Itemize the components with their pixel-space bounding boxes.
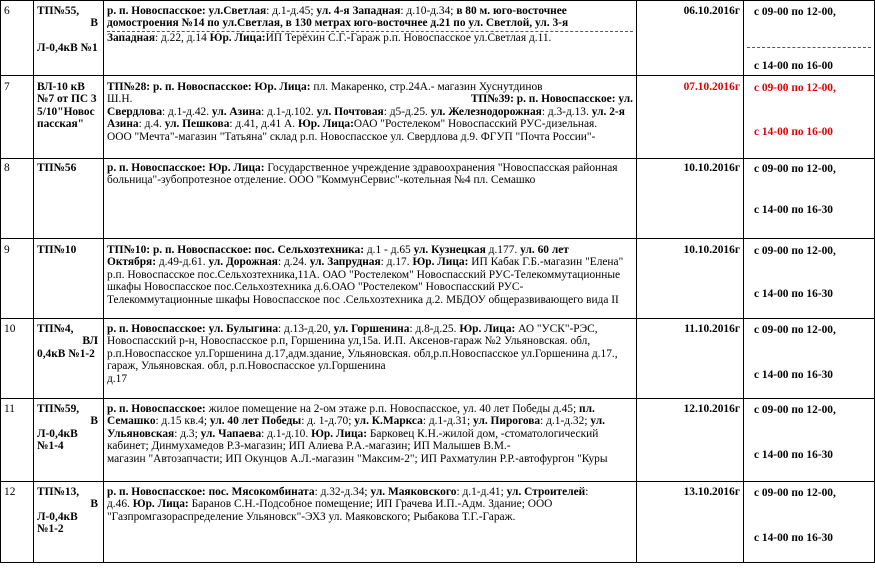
address-text: ул. Кузнецкая	[413, 244, 486, 256]
address-text: магазин "Автозапчасти; ИП Окунцов А.Л.-магазин "Максим-2"; ИП Рахматулин Р.Р.-автофургон "Куры	[107, 452, 608, 465]
address-text: : д.15 кв.4;	[155, 415, 208, 428]
address-text: ООО "Мечта"-магазин "Татьяна" склад р.п. Новоспасское ул. Свердлова д.9. ФГУП "Почта России"-	[107, 130, 596, 143]
date-cell: 06.10.2016г	[637, 1, 744, 76]
substation-name-cont: В	[90, 498, 98, 511]
address-cell	[104, 159, 637, 239]
address-text: домостроения №14 по ул.Светлая, в 130 метрах юго-восточнее д.21 по ул. Светлой, ул. 3-я	[107, 17, 569, 30]
address-text: ул. Азина	[211, 105, 262, 118]
address-text: : д5-д.25.	[383, 105, 428, 118]
table-row	[1, 482, 875, 563]
address-text: д.49-д.61.	[158, 256, 206, 269]
address-text: ул. 2-я	[591, 105, 625, 118]
address-text: р. п. Новоспасское: ул.Светлая	[107, 5, 267, 17]
time-morning: с 09-00 по 12-00,	[754, 404, 836, 416]
address-text: : д.32-д.34;	[314, 486, 368, 498]
address-text: Ш.Н.	[107, 93, 133, 106]
address-text: Юр. Лица:	[132, 498, 189, 511]
address-text: Свердлова	[107, 105, 163, 118]
address-text: пл.	[579, 403, 595, 415]
address-text: : д.1-д.102.	[261, 105, 314, 118]
address-text: ТП№28:	[107, 81, 151, 93]
address-text: д.177.	[488, 244, 518, 256]
address-text: ул. Железнодорожная	[430, 105, 542, 118]
time-cell	[744, 482, 875, 563]
address-cell	[104, 1, 637, 76]
address-text: Телекоммутационные шкафы Новоспасское пос .Сельхозтехника д.2. МБДОУ общеразвивающего вида II	[107, 293, 619, 306]
address-text: ул. К.Маркса	[354, 415, 423, 428]
address-text: : д.4.	[138, 118, 162, 131]
address-text: Азина	[107, 118, 139, 131]
feeder-name: Л-0,4кВ №1-2	[37, 510, 78, 536]
date-cell: 13.10.2016г	[637, 482, 744, 563]
address-text: : д.3-д.13.	[541, 105, 589, 118]
address-text: ул. Маяковского	[370, 486, 457, 498]
address-text: : д.13-д.20,	[278, 323, 331, 335]
address-text: Западная	[107, 31, 155, 44]
date-cell: 07.10.2016г	[637, 76, 744, 159]
address-text: : д.1-д.10.	[261, 427, 309, 440]
address-text: Юр. Лица:	[459, 323, 516, 335]
address-text: Барковец К.Н.-жилой дом, -стоматологический	[369, 427, 599, 440]
row-number: 7	[1, 76, 34, 159]
address-text: в 80 м. юго-восточнее	[456, 5, 567, 17]
address-text: : д.8-д.25.	[409, 323, 457, 335]
address-text: : д.24.	[277, 256, 307, 269]
address-text: пл. Макаренко, стр.24А.- магазин Хуснутдинов	[313, 81, 543, 93]
address-text: : д.1-д.42.	[162, 105, 210, 118]
address-text: р.п.Новоспасское ул.Горшенина д.17,адм.здание, Ульяновская. обл,р.п.Новоспасское ул.Горшенина д.17.,	[107, 347, 618, 360]
address-cell	[104, 319, 637, 399]
address-text: ТП№10:	[107, 244, 151, 256]
date-cell: 12.10.2016г	[637, 399, 744, 482]
table-row	[1, 1, 875, 76]
time-morning: с 09-00 по 12-00,	[754, 245, 836, 257]
substation-name: ТП№13,	[37, 486, 80, 498]
substation-cell: ТП№10	[34, 239, 104, 319]
date-cell: 10.10.2016г	[637, 239, 744, 319]
address-text: : д.1-д.32;	[540, 415, 588, 428]
address-text: : д.41, д.41 А.	[229, 118, 296, 131]
table-row	[1, 319, 875, 399]
row-number: 8	[1, 159, 34, 239]
time-afternoon: с 14-00 по 16-30	[754, 532, 834, 544]
address-text: ул. Почтовая	[316, 105, 384, 118]
address-text: ул. 40 лет Победы	[209, 415, 302, 428]
time-cell	[744, 399, 875, 482]
table-row	[1, 399, 875, 482]
address-text: : д.22, д.14	[155, 31, 207, 44]
row-number: 10	[1, 319, 34, 399]
substation-cell	[34, 319, 104, 399]
time-cell	[744, 1, 875, 76]
address-text: р. п. Новоспасское:	[107, 403, 206, 415]
substation-name: ТП№4,	[37, 323, 74, 335]
address-text: Государственное учреждение здравоохранения "Новоспасская районная	[267, 162, 618, 174]
address-text: ул. Булыгина	[208, 323, 279, 335]
address-text: ул. Пешкова	[164, 118, 230, 131]
address-text: ИП Терёхин С.Г.-Гараж р.п. Новоспасское ул.Светлая д.11.	[265, 31, 552, 44]
time-afternoon: с 14-00 по 16-30	[754, 449, 834, 461]
address-text: р. п. Новоспасское:	[107, 323, 206, 335]
address-text: ИП Кабак Г.Б.-магазин "Елена"	[471, 256, 624, 269]
substation-name: ТП№55,	[37, 5, 80, 17]
table-row	[1, 159, 875, 239]
address-text: ул. Запрудная	[309, 256, 381, 269]
address-text: ул. 60 лет	[520, 244, 569, 256]
address-cell	[104, 239, 637, 319]
substation-name-cont: В	[90, 17, 98, 30]
address-text: Юр. Лица:	[311, 427, 368, 440]
address-text: ул. Чапаева	[200, 427, 262, 440]
time-cell	[744, 239, 875, 319]
address-text: ул. Горшенина	[333, 323, 410, 335]
address-text: : д.1-д.45;	[266, 5, 314, 17]
address-text: ОАО "Ростелеком" Новоспасский РУС-дизельная.	[353, 118, 598, 131]
address-text: : д. 1-д.70;	[301, 415, 352, 428]
address-text: больница"-зубопротезное отделение. ООО "КоммунСервис"-котельная №4 пл. Семашко	[107, 174, 536, 187]
address-text: : д.10-д.34;	[400, 5, 454, 17]
substation-name-cont: В	[90, 415, 98, 428]
substation-name-cont: ВЛ	[82, 335, 98, 348]
address-text: АО "УСК"-РЭС,	[518, 323, 598, 335]
address-text: жилое помещение на 2-ом этаже р.п. Новоспасское, ул. 40 лет Победы д.45;	[208, 403, 577, 415]
address-text: р.п. Новоспасское пос.Сельхозтехника,11А. ОАО "Ростелеком" Новоспасский РУС-Телекоммутационные	[107, 268, 621, 281]
address-text: шкафы Новоспасское пос.Сельхозтехника д.6.ОАО "Ростелеком" Новоспасский РУС-	[107, 281, 524, 294]
time-cell	[744, 76, 875, 159]
feeder-name: Л-0,4кВ №1	[37, 41, 98, 54]
substation-cell	[34, 1, 104, 76]
substation-cell: ТП№56	[34, 159, 104, 239]
row-number: 6	[1, 1, 34, 76]
address-text: Ульяновская	[107, 427, 175, 440]
address-text: "Газпромгазораспределение Ульяновск"-ЭХЗ ул. Маяковского; Рыбакова Т.Г.-Гараж.	[107, 510, 516, 523]
address-text: Юр. Лица:	[208, 162, 265, 174]
address-text: р. п. Новоспасское: пос. Сельхозтехника:	[152, 244, 365, 256]
date-cell: 11.10.2016г	[637, 319, 744, 399]
time-morning: с 09-00 по 12-00,	[754, 324, 836, 336]
address-text: д.1 - д.65	[366, 244, 411, 256]
address-text: ул.	[590, 415, 605, 428]
time-morning: с 09-00 по 12-00,	[754, 163, 836, 175]
address-text: ул. Дорожная	[208, 256, 278, 269]
substation-cell: ВЛ-10 кВ №7 от ПС 35/10"Новоспасская"	[34, 76, 104, 159]
address-text: кабинет; Динмухамедов Р.З-магазин; ИП Алиева Р.А.-магазин; ИП Малышев В.М.-	[107, 440, 511, 453]
address-text: : д.1-д.31;	[422, 415, 471, 428]
time-afternoon: с 14-00 по 16-00	[747, 47, 871, 72]
address-text: Юр. Лица:	[297, 118, 354, 131]
address-text: р. п. Новоспасское:	[152, 81, 252, 93]
address-text: Юр. Лица:	[412, 256, 469, 269]
address-text: Семашко	[107, 415, 156, 428]
time-afternoon: с 14-00 по 16-00	[754, 126, 834, 138]
substation-cell	[34, 482, 104, 563]
substation-name: ТП№59,	[37, 403, 80, 415]
time-afternoon: с 14-00 по 16-30	[754, 369, 834, 381]
address-text: ул. Строителей	[506, 486, 586, 498]
address-text: гараж, Ульяновская. обл, р.п.Новоспасское ул.Горшенина	[107, 360, 386, 373]
address-text: Новоспасский р-н, Новоспасское р.п, Горшенина ул,15а. И.П. Аксенов-гараж №2 Ульяновская. обл,	[107, 335, 591, 348]
address-text: : д.1-д.41;	[456, 486, 504, 498]
time-morning: с 09-00 по 12-00,	[754, 487, 836, 499]
time-afternoon: с 14-00 по 16-30	[754, 288, 834, 300]
address-text: ул. Пирогова	[473, 415, 541, 428]
address-text: пос. Мясокомбината	[208, 486, 315, 498]
table-row	[1, 76, 875, 159]
address-text: :	[585, 486, 589, 498]
address-text: Юр. Лица:	[209, 31, 266, 44]
time-morning: с 09-00 по 12-00,	[754, 82, 836, 94]
time-afternoon: с 14-00 по 16-30	[754, 204, 834, 216]
address-text: р. п. Новоспасское:	[107, 486, 206, 498]
substation-cell	[34, 399, 104, 482]
row-number: 11	[1, 399, 34, 482]
row-number: 9	[1, 239, 34, 319]
address-text: Юр. Лица:	[254, 81, 311, 93]
address-text: Баранов С.Н.-Подсобное помещение; ИП Грачева И.П.-Адм. Здание; ООО	[191, 498, 553, 511]
address-text: : д.17.	[380, 256, 410, 269]
address-text: Октября:	[107, 256, 157, 269]
address-text: д.46.	[107, 498, 130, 511]
address-cell	[104, 482, 637, 563]
address-text: : д.3;	[174, 427, 198, 440]
table-row	[1, 239, 875, 319]
time-morning: с 09-00 по 12-00,	[754, 6, 836, 18]
address-cell	[104, 399, 637, 482]
address-cell	[104, 76, 637, 159]
feeder-name: Л-0,4кВ №1-4	[37, 427, 78, 453]
address-text: ТП№39:	[470, 93, 514, 106]
address-text: ул. 4-я Западная	[316, 5, 401, 17]
row-number: 12	[1, 482, 34, 563]
address-text: д.17	[107, 372, 128, 385]
time-cell	[744, 159, 875, 239]
feeder-name: 0,4кВ №1-2	[37, 347, 95, 360]
address-text: р. п. Новоспасское: ул.	[516, 93, 633, 106]
address-text: р. п. Новоспасское:	[107, 162, 206, 174]
date-cell: 10.10.2016г	[637, 159, 744, 239]
time-cell	[744, 319, 875, 399]
